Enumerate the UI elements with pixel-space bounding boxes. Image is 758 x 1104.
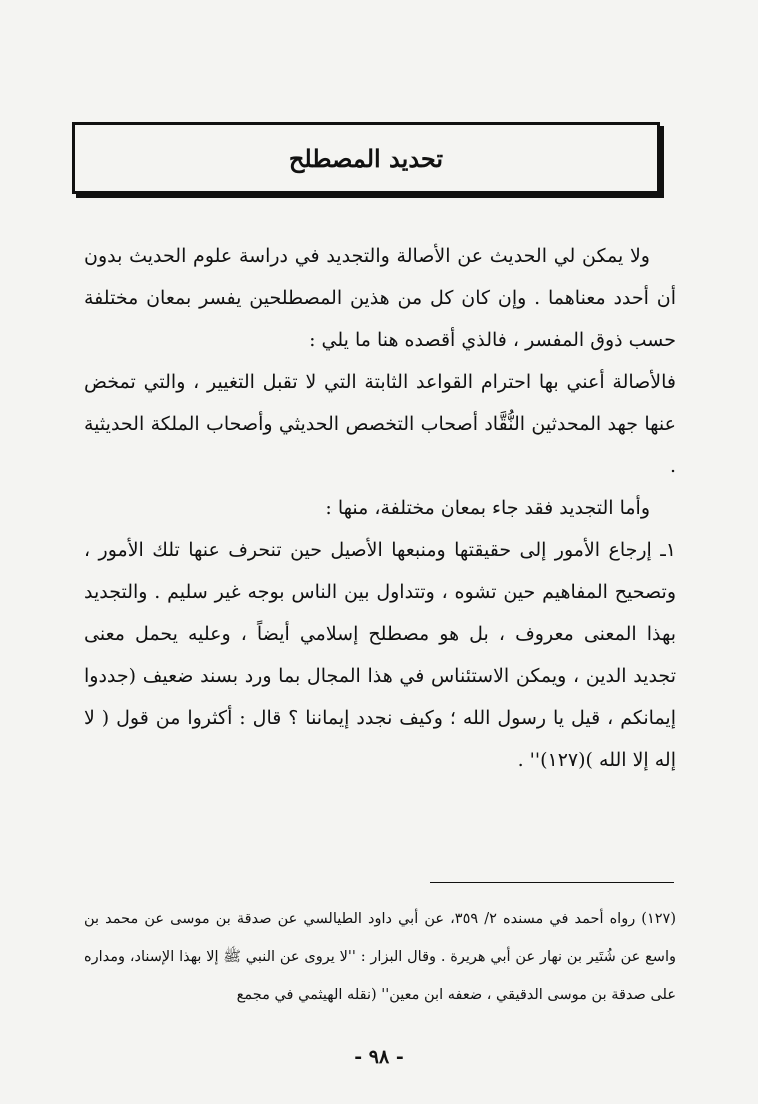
paragraph-1: ولا يمكن لي الحديث عن الأصالة والتجديد في دراسة علوم الحديث بدون أن أحدد معناهما . وإن كان كل من هذين المصطلحين يفسر بمعان مختلفة حسب ذوق المفسر ، فالذي أقصده هنا ما يلي : xyxy=(84,245,676,351)
footnote-divider xyxy=(430,882,674,883)
paragraph-4: ١ـ إرجاع الأمور إلى حقيقتها ومنبعها الأصيل حين تنحرف عنها تلك الأمور ، وتصحيح المفاهيم حين تشوه ، وتتداول بين الناس بوجه غير سليم . والتجديد بهذا المعنى معروف ، بل هو مصطلح إسلامي أيضاً ، وعليه يحمل معنى تجديد الدين ، ويمكن الاستئناس في هذا المجال بما ورد بسند ضعيف (جددوا إيمانكم ، قيل يا رسول الله ؛ وكيف نجدد إيماننا ؟ قال : أكثروا من قول ( لا إله إلا الله )(١٢٧)'' . xyxy=(84,539,676,771)
body-text xyxy=(84,235,676,781)
paragraph-3: وأما التجديد فقد جاء بمعان مختلفة، منها : xyxy=(325,497,650,519)
section-title-box xyxy=(72,122,660,194)
footnotes xyxy=(84,900,676,1014)
page-number: - ٩٨ - xyxy=(354,1046,404,1068)
paragraph-2: فالأصالة أعني بها احترام القواعد الثابتة التي لا تقبل التغيير ، والتي تمخض عنها جهد المحدثين النُّقَّاد أصحاب التخصص الحديثي وأصحاب الملكة الحديثية . xyxy=(84,371,676,477)
section-title: تحديد المصطلح xyxy=(288,143,444,173)
footnote-127: (١٢٧) رواه أحمد في مسنده ٢/ ٣٥٩، عن أبي داود الطيالسي عن صدقة بن موسى عن محمد بن واسع عن شُتَير بن نهار عن أبي هريرة . وقال البزار : ''لا يروى عن النبي ﷺ إلا بهذا الإسناد، ومداره على صدقة بن موسى الدقيقي ، ضعفه ابن معين'' (نقله الهيثمي في مجمع xyxy=(84,911,676,1003)
